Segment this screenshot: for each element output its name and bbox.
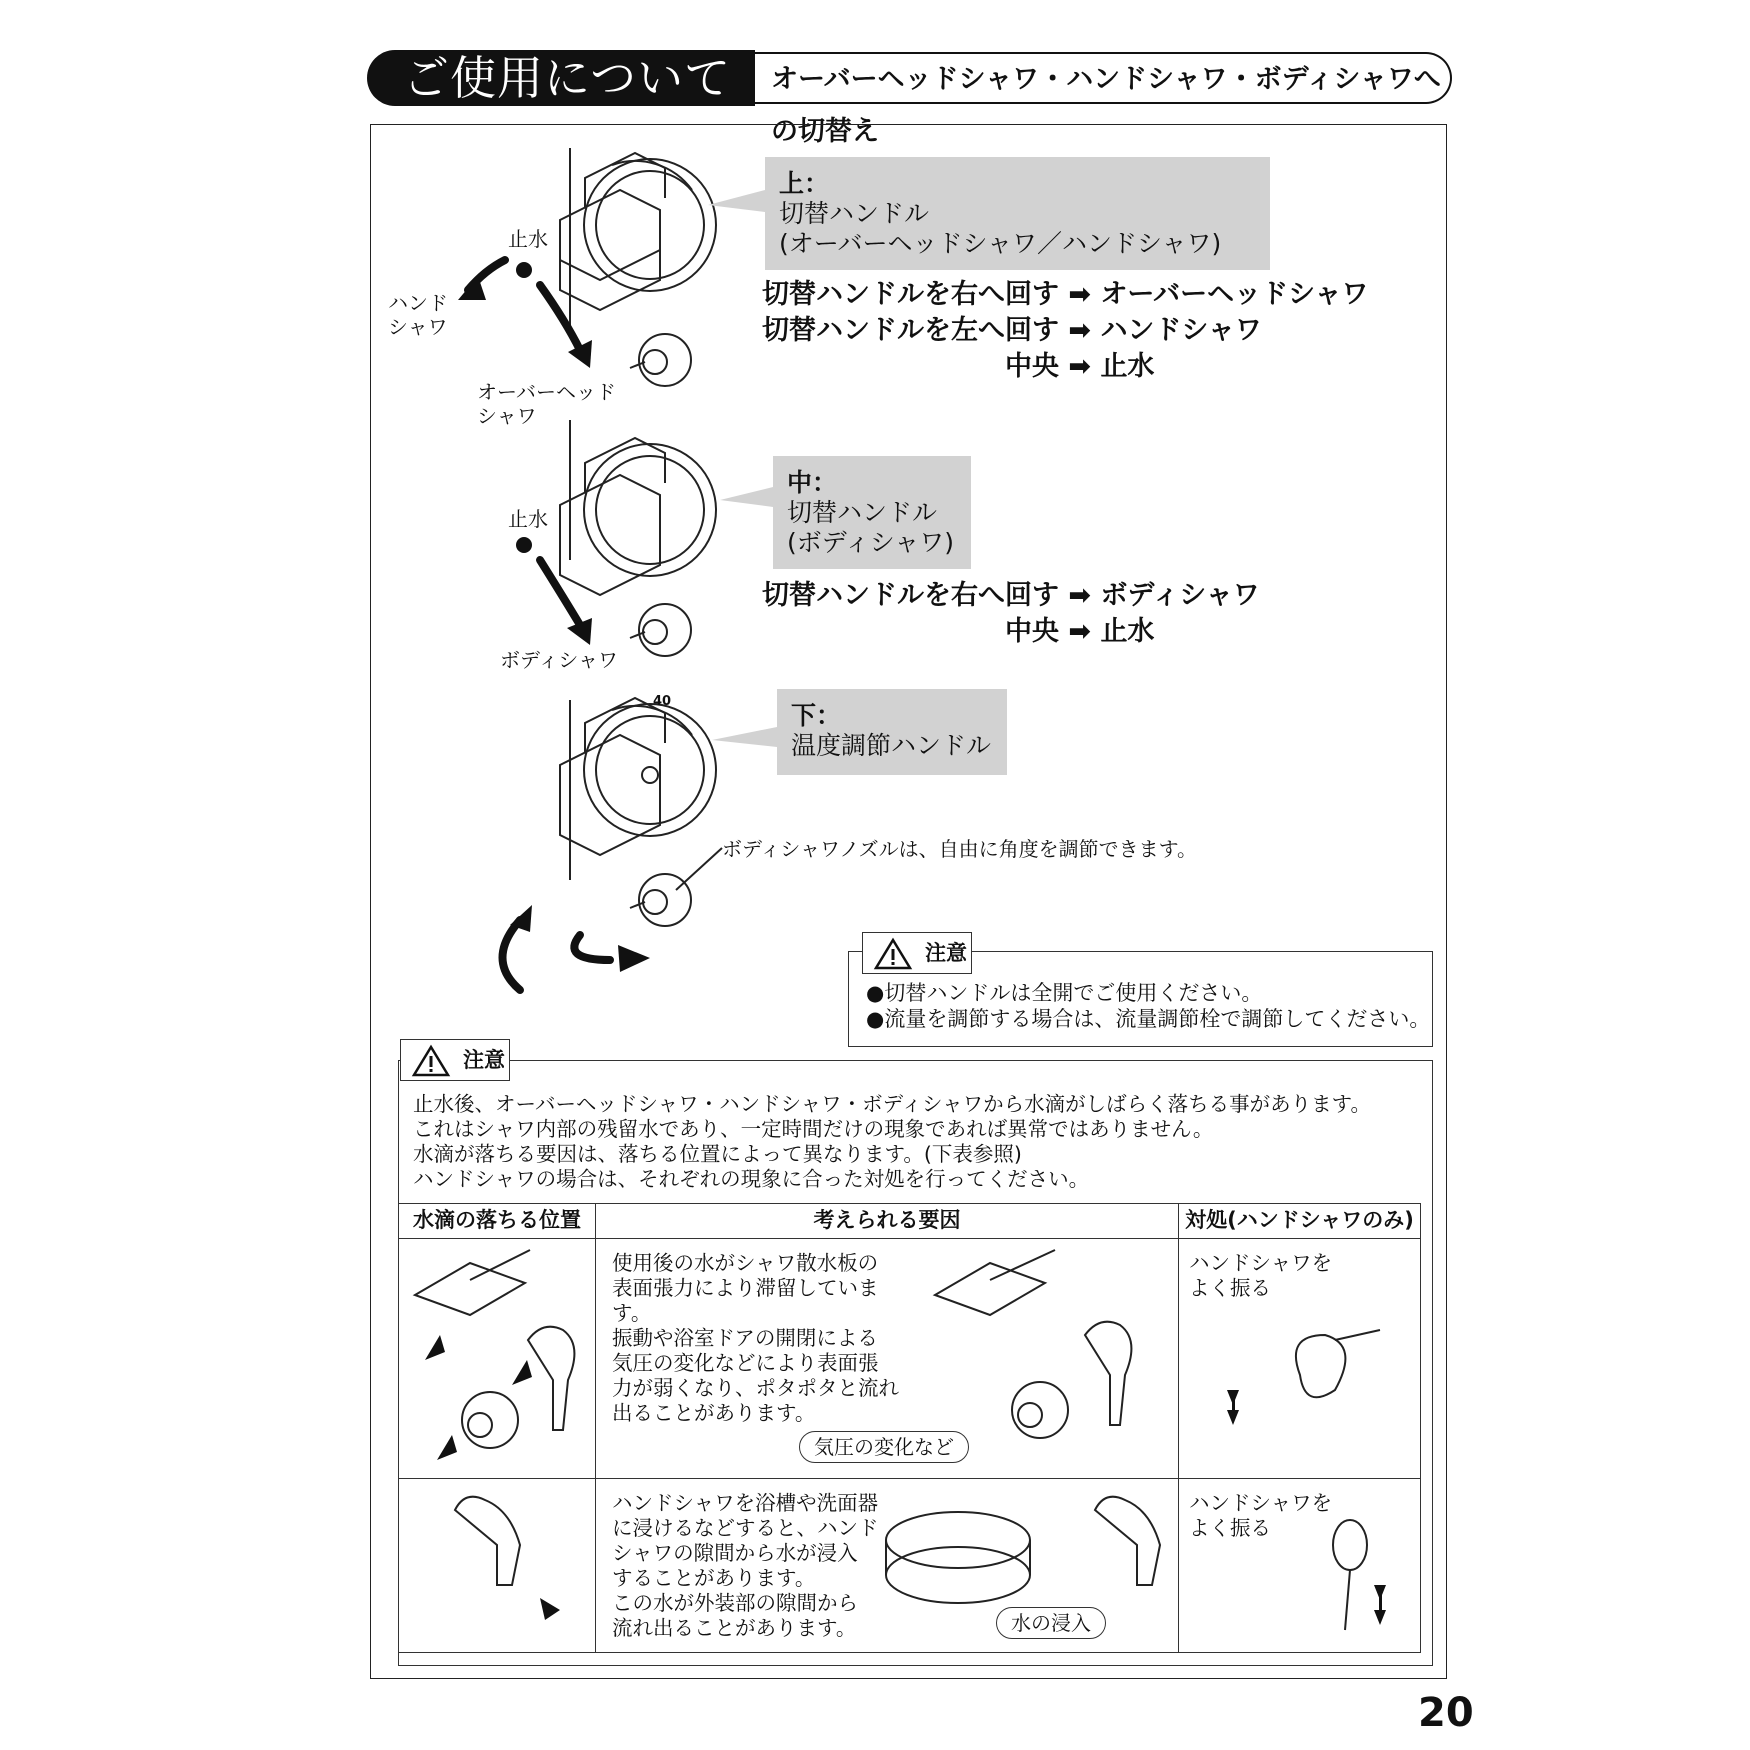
arrow-icon: ➡ <box>1068 351 1092 382</box>
middle-callout-head: 中： <box>787 468 838 497</box>
table-cell-action: ハンドシャワを よく振る <box>1179 1239 1421 1479</box>
middle-instr-1: 切替ハンドルを右へ回す ➡ ボディシャワ <box>762 580 1260 611</box>
caution1-item-2: ●流量を調節する場合は、流量調節栓で調節してください。 <box>866 1007 1431 1031</box>
table-cell-cause: 使用後の水がシャワ散水板の 表面張力により滞留していま す。 振動や浴室ドアの開閉による 気圧の変化などにより表面張 力が弱くなり、ポタポタと流れ 出ることがあります。 気圧の変化など <box>596 1239 1179 1479</box>
middle-callout-desc: (ボディシャワ) <box>787 528 955 557</box>
table-cell-position <box>399 1239 596 1479</box>
lower-callout-head: 下： <box>791 701 842 730</box>
caution-title-1: 注意 <box>862 932 972 974</box>
warning-icon <box>411 1044 451 1078</box>
middle-label-stop: 止水 <box>508 507 548 531</box>
middle-callout-name: 切替ハンドル <box>787 498 938 527</box>
dial-mark-40: 40 <box>653 694 672 709</box>
arrow-icon: ➡ <box>1068 279 1092 310</box>
table-cell-cause: ハンドシャワを浴槽や洗面器 に浸けるなどすると、ハンド シャワの隙間から水が浸入 することがあります。 この水が外装部の隙間から 流れ出ることがあります。 水の浸入 <box>596 1479 1179 1653</box>
drip-table <box>398 1203 1421 1653</box>
upper-instr-2: 切替ハンドルを左へ回す ➡ ハンドシャワ <box>762 315 1262 346</box>
upper-label-stop: 止水 <box>508 227 548 251</box>
upper-instr-1: 切替ハンドルを右へ回す ➡ オーバーヘッドシャワ <box>762 279 1369 310</box>
upper-instr-3: 中央 ➡ 止水 <box>1005 351 1155 382</box>
middle-callout <box>773 456 971 569</box>
upper-label-hand-2: シャワ <box>388 315 448 339</box>
cause-tag: 水の浸入 <box>996 1607 1106 1639</box>
arrow-icon: ➡ <box>1068 315 1092 346</box>
caution1-item-1: ●切替ハンドルは全開でご使用ください。 <box>866 981 1263 1005</box>
lower-callout-name: 温度調節ハンドル <box>791 731 992 760</box>
caution2-line-1: 止水後、オーバーヘッドシャワ・ハンドシャワ・ボディシャワから水滴がしばらく落ちる事があります。 <box>413 1092 1371 1116</box>
middle-instr-2: 中央 ➡ 止水 <box>1005 616 1155 647</box>
warning-icon <box>873 937 913 971</box>
upper-label-hand-1: ハンド <box>388 291 448 315</box>
table-header: 対処(ハンドシャワのみ) <box>1179 1204 1421 1239</box>
cause-tag: 気圧の変化など <box>799 1431 969 1463</box>
upper-label-overhead-1: オーバーヘッド <box>477 380 616 404</box>
caution2-line-4: ハンドシャワの場合は、それぞれの現象に合った対処を行ってください。 <box>413 1167 1090 1191</box>
table-row <box>399 1239 1421 1479</box>
upper-callout-head: 上： <box>779 169 830 198</box>
table-cell-position <box>399 1479 596 1653</box>
caution-title-2: 注意 <box>400 1039 510 1081</box>
table-cell-action: ハンドシャワを よく振る <box>1179 1479 1421 1653</box>
lower-callout <box>777 689 1007 775</box>
section-subtitle: オーバーヘッドシャワ・ハンドシャワ・ボディシャワへの切替え <box>755 52 1452 104</box>
table-header: 水滴の落ちる位置 <box>399 1204 596 1239</box>
table-header: 考えられる要因 <box>596 1204 1179 1239</box>
lower-handle-drawing <box>560 698 716 926</box>
middle-label-body: ボディシャワ <box>500 648 618 672</box>
page-number: 20 <box>1418 1690 1474 1736</box>
upper-callout-desc: (オーバーヘッドシャワ／ハンドシャワ) <box>779 229 1222 258</box>
table-row <box>399 1479 1421 1653</box>
upper-callout-name: 切替ハンドル <box>779 199 930 228</box>
table-header-row <box>399 1204 1421 1239</box>
arrow-icon: ➡ <box>1068 616 1092 647</box>
caution2-line-2: これはシャワ内部の残留水であり、一定時間だけの現象であれば異常ではありません。 <box>413 1117 1214 1141</box>
upper-callout <box>765 157 1270 270</box>
nozzle-note: ボディシャワノズルは、自由に角度を調節できます。 <box>722 837 1197 861</box>
upper-label-overhead-2: シャワ <box>477 404 537 428</box>
caution2-line-3: 水滴が落ちる要因は、落ちる位置によって異なります。(下表参照) <box>413 1142 1022 1166</box>
arrow-icon: ➡ <box>1068 580 1092 611</box>
section-title: ご使用について <box>367 50 755 106</box>
